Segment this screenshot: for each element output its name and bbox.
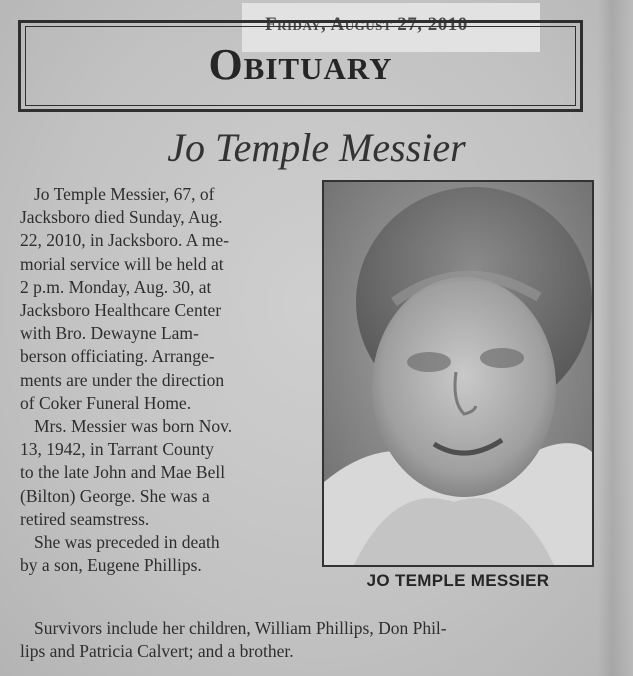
text-line: Jacksboro died Sunday, Aug.: [20, 207, 223, 228]
portrait-photo: [322, 180, 594, 567]
text-line: She was preceded in death: [34, 532, 220, 553]
text-line: with Bro. Dewayne Lam-: [20, 323, 199, 344]
text-line: by a son, Eugene Phillips.: [20, 555, 202, 576]
text-line: to the late John and Mae Bell: [20, 462, 226, 483]
text-line: Jo Temple Messier, 67, of: [34, 184, 215, 204]
text-line: retired seamstress.: [20, 508, 150, 529]
text-line: ments are under the direction: [20, 369, 225, 390]
text-line: 22, 2010, in Jacksboro. A me-: [20, 230, 230, 251]
text-line: 13, 1942, in Tarrant County: [20, 439, 214, 460]
text-line: berson officiating. Arrange-: [20, 346, 215, 367]
dateline: Friday, August 27, 2010: [265, 14, 468, 35]
text-line: Jacksboro Healthcare Center: [20, 300, 222, 321]
text-line: Survivors include her children, William Phillips, Don Phil-: [34, 618, 447, 638]
text-line: 2 p.m. Monday, Aug. 30, at: [20, 276, 212, 297]
page-edge-shadow: [598, 0, 633, 676]
text-line: Mrs. Messier was born Nov.: [34, 416, 233, 437]
text-line: lips and Patricia Calvert; and a brother.: [20, 641, 294, 662]
obituary-full-width-text: [20, 617, 600, 663]
photo-caption: JO TEMPLE MESSIER: [366, 571, 550, 590]
text-line: of Coker Funeral Home.: [20, 392, 192, 413]
text-line: (Bilton) George. She was a: [20, 485, 210, 506]
section-title: Obituary: [208, 40, 393, 89]
portrait-illustration: [324, 182, 592, 565]
obituary-left-column: [20, 183, 296, 577]
text-line: morial service will be held at: [20, 253, 224, 274]
obituary-headline: Jo Temple Messier: [167, 125, 466, 170]
